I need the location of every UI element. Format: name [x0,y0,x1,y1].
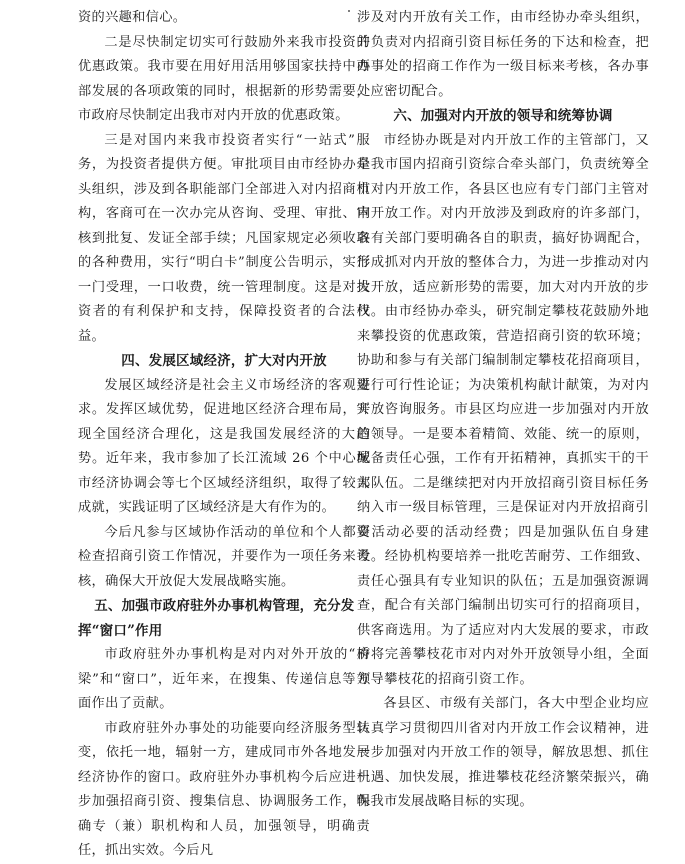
right-column [357,6,649,815]
left-column [78,6,370,864]
paragraph-one-stop-service: 三是对国内来我市投资者实行“一站式”服务，为投资者提供方便。审批项目由市经协办牵头组织，涉及到各职能部门全部进入对内招商机构，客商可在一次办完从咨询、受理、审批、审核到批复、发证全部手续；凡国家规定必须收取的各种费用，实行“明白卡”制度公告明示，实行一门受理，一口收费，统一管理制度。这是对投资者的有利保护和支持，保障投资者的合法权益。 [78,132,370,344]
paragraph-continued: 资的兴趣和信心。 [78,10,187,25]
paragraph-regional-cooperation: 今后凡参与区域协作活动的单位和个人都要检查招商引资工作情况，并要作为一项任务来考核，确保大开放促大发展战略实施。 [78,524,370,589]
paragraph-conclusion: 各县区、市级有关部门，各大中型企业均应认真学习贯彻四川省对内开放工作会议精神，进一步加强对内开放工作的领导，解放思想、抓住机遇、加快发展，推进攀枝花经济繁荣振兴，确保我市发展战略目标的实现。 [357,696,649,809]
paragraph-preferential-policy: 二是尽快制定切实可行鼓励外来我市投资的优惠政策。我市要在用好用活用够国家扶持中西部发展的各项政策的同时，根据新的形势需要，市政府尽快制定出我市对内开放的优惠政策。 [78,34,370,123]
paragraph-leadership: 市经协办既是对内开放工作的主管部门，又是我市国内招商引资综合牵头部门，负责统筹全市对内开放工作，各县区也应有专门部门主管对内开放工作。对内开放涉及到政府的许多部门，各有关部门要明确各自的职责，搞好协调配合，形成抓对内开放的整体合力，为进一步推动对内大开放，适应新形势的需要，加大对内开放的步伐。由市经协办牵头，研究制定攀枝花鼓励外地来攀投资的优惠政策，营造招商引资的软环境；协助和参与有关部门编制制定攀枝花招商项目，进行可行性论证；为决策机构献计献策，为对内开放咨询服务。市县区均应进一步加强对内开放的领导。一是要本着精简、效能、统一的原则，配备责任心强，工作有开拓精神，真抓实干的干部队伍。二是继续把对内开放招商引资目标任务纳入市一级目标管理，三是保证对内开放招商引资活动必要的活动经费；四是加强队伍自身建设。经协机构要培养一批吃苦耐劳、工作细致、责任心强具有专业知识的队伍；五是加强资源调查，配合有关部门编制出切实可行的招商项目，供客商选用。为了适应对内大发展的要求，市政府将完善攀枝花市对内对外开放领导小组，全面领导攀枝花的招商引资工作。 [357,132,649,687]
scan-speck [348,10,350,12]
section-heading-5: 五、加强市政府驻外办事机构管理，充分发挥“窗口”作用 [78,598,355,639]
paragraph-regional-economy: 发展区域经济是社会主义市场经济的客观要求。发挥区域优势，促进地区经济合理布局，实现全国经济合理化，这是我国发展经济的大趋势。近年来，我市参加了长江流域 26 个中心城市经济协调会等七个区域经济组织，取得了较大成就，实践证明了区域经济是大有作为的。 [78,377,370,515]
section-heading-6: 六、加强对内开放的领导和统筹协调 [393,108,613,124]
paragraph-office-functions: 市政府驻外办事处的功能要向经济服务型转变，依托一地，辐射一方，建成同市外各地发展经济协作的窗口。政府驻外办事机构今后应进一步加强招商引资、搜集信息、协调服务工作，明确专（兼）职机构和人员，加强领导，明确责任，抓出实效。今后凡 [78,720,370,858]
paragraph-external-offices: 市政府驻外办事机构是对内对外开放的“桥梁”和“窗口”，近年来，在搜集、传递信息等方面作出了贡献。 [78,647,370,711]
paragraph-continued-right: 涉及对内开放有关工作，由市经协办牵头组织，并负责对内招商引资目标任务的下达和检查，把办事处的招商工作作为一级目标来考核，各办事处应密切配合。 [357,10,649,99]
section-heading-4: 四、发展区域经济，扩大对内开放 [121,353,327,369]
